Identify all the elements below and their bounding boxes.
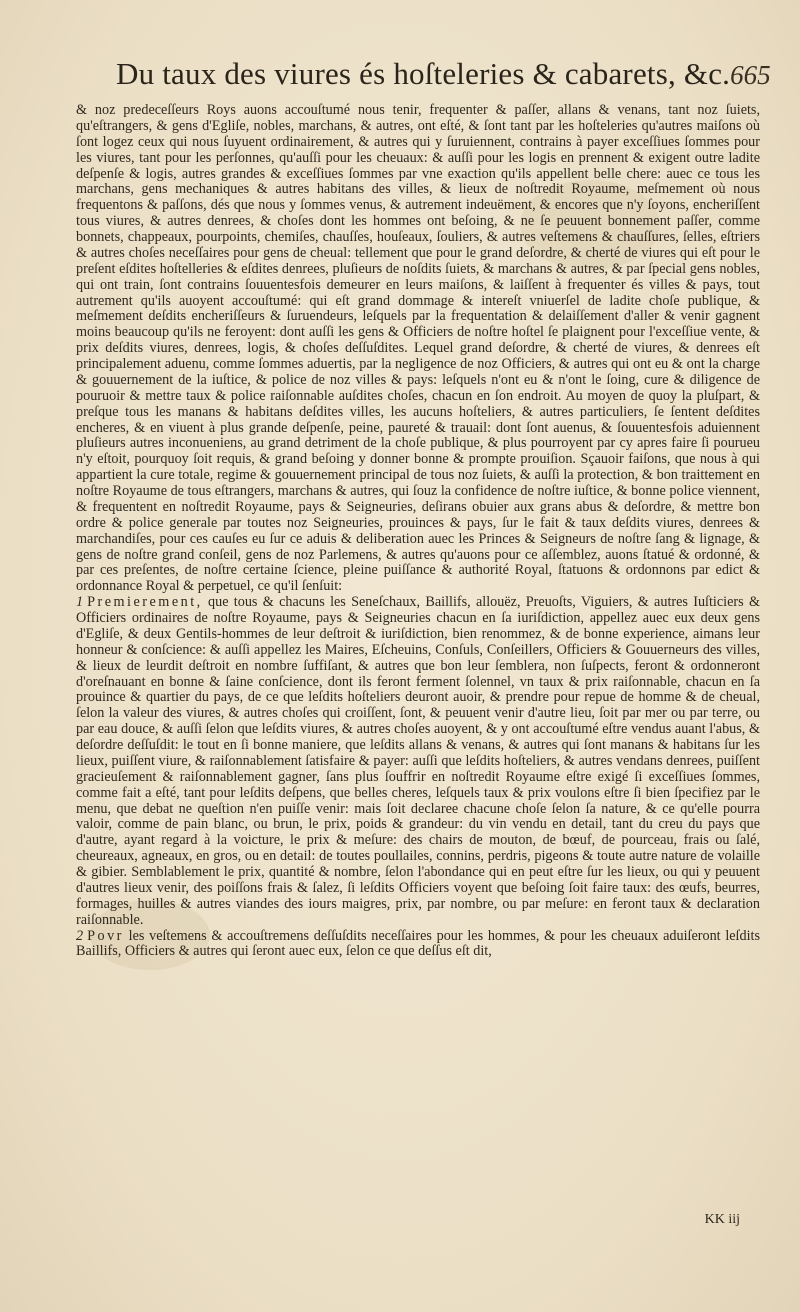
main-text xyxy=(76,103,760,960)
article-text: les veſtemens & accouſtremens deſſuſdits neceſſaires pour les hommes, & pour les cheuaux aduiſeront leſdits Baillifs, Officiers & autres qui ſeront auec eux, ſelon ce que deſſus eſt dit, xyxy=(76,927,760,960)
article-lead-word: Povr xyxy=(87,927,124,944)
article-number: 1 xyxy=(76,594,84,611)
running-header xyxy=(116,56,771,100)
paragraph-preamble: & noz predeceſſeurs Roys auons accouſtumé nous tenir, frequenter & paſſer, allans & venans, tant noz ſuiets, qu'eſtrangers, & gens d'Egliſe, nobles, marchans, & autres, ont eſté, & ſont tant par les hoſteleries qu'autres maiſons où ſont logez ceux qui nous ſuyuent ordinairement, & autres qui y ſuruiennent, contrains à payer exceſſiues ſommes pour les viures, tant pour les perſonnes, qu'auſſi pour les cheuaux: & auſſi pour les logis en prennent & exigent outre ladite deſpenſe & logis, autres grandes & exceſſiues ſommes par vne exaction qu'ils appellent belle chere: auec ce tous les marchans, gens mechaniques & autres habitans des villes, & lieux de noſtredit Royaume, meſmement où nous frequentons & paſſons, dés que nous y ſommes venus, & autrement indeuëment, & encores que n'y ſoyons, encheriſſent tous viures, & autres denrees, & choſes dont les hommes ont beſoing, & ne ſe peuuent bonnement paſſer, comme bonnets, chappeaux, pourpoints, chemiſes, chauſſes, houſeaux, ſouliers, & autres veſtemens & chauſſures, ſelles, eſtriers & autres choſes neceſſaires pour gens de cheual: tellement que pour le grand deſordre, & cherté de viures qui eſt pour le preſent eſdites hoſtelleries & eſdites denrees, pluſieurs de noſdits ſuiets, & marchans & autres, & par ſpecial gens nobles, qui ont train, ſont contrains ſouuentesfois demeurer en leurs maiſons, & laiſſent à frequenter és villes & pays, tout autrement qu'ils auoyent accouſtumé: qui eſt grand dommage & intereſt vniuerſel de ladite choſe publique, & meſmement deſdits encheriſſeurs & ſuruendeurs, leſquels par la frequentation & delaiſſement d'aller & venir gagnent moins beaucoup qu'ils ne feroyent: dont auſſi les gens & Officiers de noſtre hoſtel ſe plaignent pour l'exceſſiue vente, & prix deſdits viures, denrees, logis, & choſes deſſuſdites. Lequel grand deſordre, & cherté de viures, & denrees eſt principalement aduenu, comme ſommes aduertis, par la negligence de noz Officiers, & autres qui ont eu & ont la charge & gouuernement de la iuſtice, & police de noz villes & pays: leſquels n'ont eu & n'ont le ſoing, cure & diligence de pouruoir & mettre taux & police raiſonnable auſdites choſes, chacun en ſon endroit. Au moyen de quoy la pluſpart, & preſque tous les manans & habitans deſdites villes, les aucuns hoſteliers, & autres particuliers, ſe ſentent deſdites encheres, & en viuent à plus grande deſpenſe, peine, paureté & trauail: dont ſont auenus, & ſouuentesfois aduiennent pluſieurs autres inconueniens, au grand detriment de la choſe publique, & plus pourroyent par cy apres faire ſi pourueu n'y eſtoit, pourquoy ſoit requis, & grand beſoing y donner bonne & prompte prouiſion. Sçauoir faiſons, que nous à qui appartient la cure totale, regime & gouuernement principal de tous noz ſuiets, & auſſi la protection, & bon traittement en noſtre Royaume de tous eſtrangers, marchans & autres, qui ſouz la confidence de noſtre iuſtice, & bonne police viennent, & frequentent en noſtredit Royaume, pays & Seigneuries, deſirans obuier aux grans abus & deſordre, & mettre bon ordre & police generale par toutes noz Seigneuries, prouinces & pays, ſur le fait & taux deſdits viures, denrees & marchandiſes, pour ces cauſes eu ſur ce aduis & deliberation auec les Princes & Seigneurs de noſtre ſang & lignage, & gens de noſtre grand conſeil, gens de noz Parlemens, & autres qu'auons pour ce aſſemblez, auons ſtatué & ordonné, & par ces preſentes, de noſtre certaine ſcience, pleine puiſſance & authorité Royal, ſtatuons & ordonnons par edict & ordonnance Royal & perpetuel, ce qu'il ſenſuit: xyxy=(76,102,760,595)
article-1 xyxy=(76,595,760,928)
page-title: Du taux des viures és hoſteleries & cabarets, &c. xyxy=(116,56,731,91)
article-2 xyxy=(76,929,760,961)
page-number: 665 xyxy=(730,60,771,90)
article-text: que tous & chacuns les Seneſchaux, Baillifs, allouëz, Preuoſts, Viguiers, & autres Iuſticiers & Officiers ordinaires de noſtre Royaume, pays & Seigneuries chacun en ſa iuriſdiction, appellez auec eux deux gens d'Egliſe, & deux Gentils-hommes de leur deſtroit & iuriſdiction, bien renommez, & de bonne experience, aimans leur honneur & conſcience: & auſſi appellez les Maires, Eſcheuins, Conſuls, Conſeillers, Officiers & Gouuerneurs des villes, & lieux de leurdit deſtroit en nombre ſuffiſant, & autres que bon leur ſemblera, non ſuſpects, feront & ordonneront d'oreſnauant en bonne & ſaine conſcience, dont ils feront ferment ſolennel, vn taux & prix raiſonnable, chacun en ſa prouince & quartier du pays, de ce que leſdits hoſteliers deuront auoir, & prendre pour repue de homme & de cheual, ſelon la valeur des viures, & autres choſes qui croiſſent, ſont, & peuuent venir d'autre lieu, ſoit par mer ou par terre, ou par eau douce, & auſſi ſelon que leſdits viures, & autres choſes auoyent, & y ont accouſtumé eſtre vendus auant l'abus, & deſordre deſſuſdit: le tout en ſi bonne maniere, que leſdits allans & venans, & autres qui ſont manans & habitans ſur les lieux, puiſſent viure, & raiſonnablement ſatisfaire & payer: auſſi que leſdits hoſteliers, & autres vendans denrees, puiſſent gracieuſement & raiſonnablement gagner, ſans plus ſouffrir en noſtredit Royaume eſtre exigé ſi exceſſiues ſommes, comme fait a eſté, tant pour leſdits deſpens, que belles cheres, leſquels taux & prix voulons eſtre ſi bien ſpecifiez par le menu, que debat ne queſtion n'en puiſſe venir: mais ſoit declaree chacune choſe ſelon ſa nature, & ce qu'elle pourra valoir, comme de pain blanc, ou brun, le prix, poids & grandeur: du vin vendu en detail, tant du creu du pays que d'autre, ayant regard à la voicture, le prix & meſure: des chairs de mouton, de bœuf, de pourceau, frais ou ſalé, cheureaux, agneaux, en gros, ou en detail: de toutes poullailes, connins, perdris, pigeons & toute autre nature de volaille & gibier. Semblablement le prix, quantité & nombre, ſelon l'abondance qui en peut eſtre ſur les lieux, ou qui y peuuent d'autres lieux venir, des poiſſons frais & ſalez, ſi leſdits Officiers voyent que beſoing ſoit faire taux: des œufs, beurres, formages, huilles & autres viandes des iours maigres, prix, par nombre, ou par meſure: en feront taux & declaration raiſonnable. xyxy=(76,594,760,928)
signature-mark: KK iij xyxy=(704,1212,740,1227)
article-number: 2 xyxy=(76,927,84,944)
article-lead-word: Premierement, xyxy=(87,594,203,611)
